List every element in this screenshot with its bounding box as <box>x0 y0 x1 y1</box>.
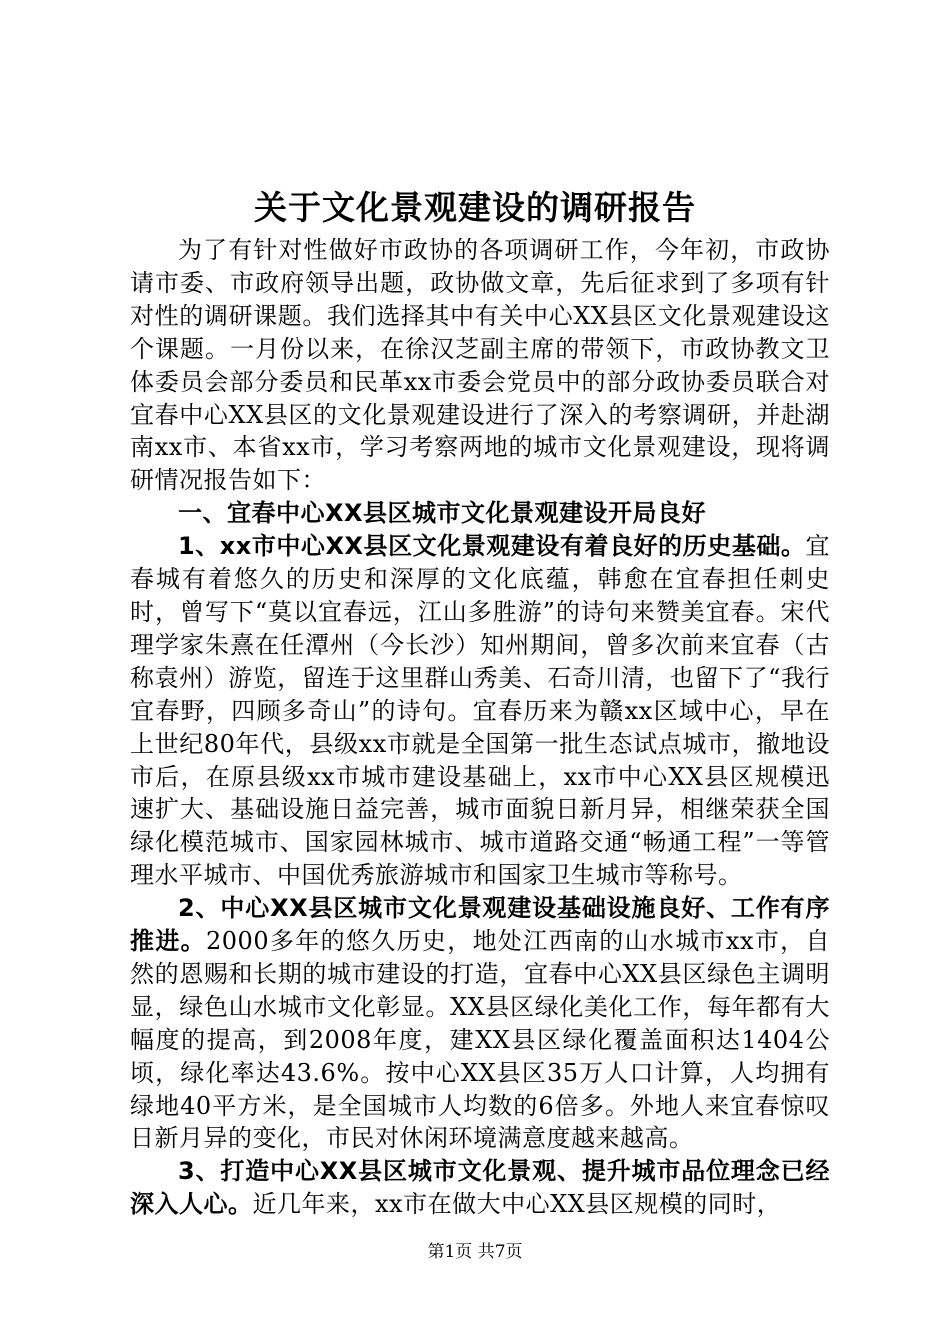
intro-paragraph: 为了有针对性做好市政协的各项调研工作，今年初，市政协请市委、市政府领导出题，政协做文章，先后征求到了多项有针对性的调研课题。我们选择其中有关中心XX县区文化景观建设这个课题。一月份以来，在徐汉芝副主席的带领下，市政协教文卫体委员会部分委员和民革xx市委会党员中的部分政协委员联合对宜春中心XX县区的文化景观建设进行了深入的考察调研，并赴湖南xx市、本省xx市，学习考察两地的城市文化景观建设，现将调研情况报告如下： <box>130 236 830 495</box>
paragraph-1-body: 宜春城有着悠久的历史和深厚的文化底蕴，韩愈在宜春担任刺史时，曾写下“莫以宜春远，江山多胜游”的诗句来赞美宜春。宋代理学家朱熹在任潭州（今长沙）知州期间，曾多次前来宜春（古称袁州）游览，留连于这里群山秀美、石奇川清，也留下了“我行宜春野，四顾多奇山”的诗句。宜春历来为赣xx区域中心，早在上世纪80年代，县级xx市就是全国第一批生态试点城市，撤地设市后，在原县级xx市城市建设基础上，xx市中心XX县区规模迅速扩大、基础设施日益完善，城市面貌日新月异，相继荣获全国绿化模范城市、国家园林城市、城市道路交通“畅通工程”一等管理水平城市、中国优秀旅游城市和国家卫生城市等称号。 <box>130 532 830 890</box>
document-title: 关于文化景观建设的调研报告 <box>254 188 696 227</box>
paragraph-1-lead: 1、xx市中心XX县区文化景观建设有着良好的历史基础。 <box>178 532 806 561</box>
paragraph-3-lead: 3、打造中心XX县区城市文化景观、提升城市品位理念已经深入人心。 <box>130 1157 830 1219</box>
paragraph-2 <box>130 892 830 1155</box>
paragraph-3-body: 近几年来，xx市在做大中心XX县区规模的同时， <box>252 1190 782 1219</box>
paragraph-2-lead: 2、中心XX县区城市文化景观建设基础设施良好、工作有序推进。 <box>130 894 830 956</box>
page-indicator: 第1页 共7页 <box>427 1242 523 1262</box>
paragraph-1 <box>130 530 830 892</box>
section-heading: 一、宜春中心XX县区城市文化景观建设开局良好 <box>178 499 707 528</box>
paragraph-3 <box>130 1155 830 1221</box>
paragraph-2-body: 2000多年的悠久历史，地处江西南的山水城市xx市，自然的恩赐和长期的城市建设的打造，宜春中心XX县区绿色主调明显，绿色山水城市文化彰显。XX县区绿化美化工作，每年都有大幅度的提高，到2008年度，建XX县区绿化覆盖面积达1404公顷，绿化率达43.6%。按中心XX县区35万人口计算，人均拥有绿地40平方米，是全国城市人均数的6倍多。外地人来宜春惊叹日新月异的变化，市民对休闲环境满意度越来越高。 <box>130 927 831 1153</box>
document-body <box>130 234 830 1221</box>
